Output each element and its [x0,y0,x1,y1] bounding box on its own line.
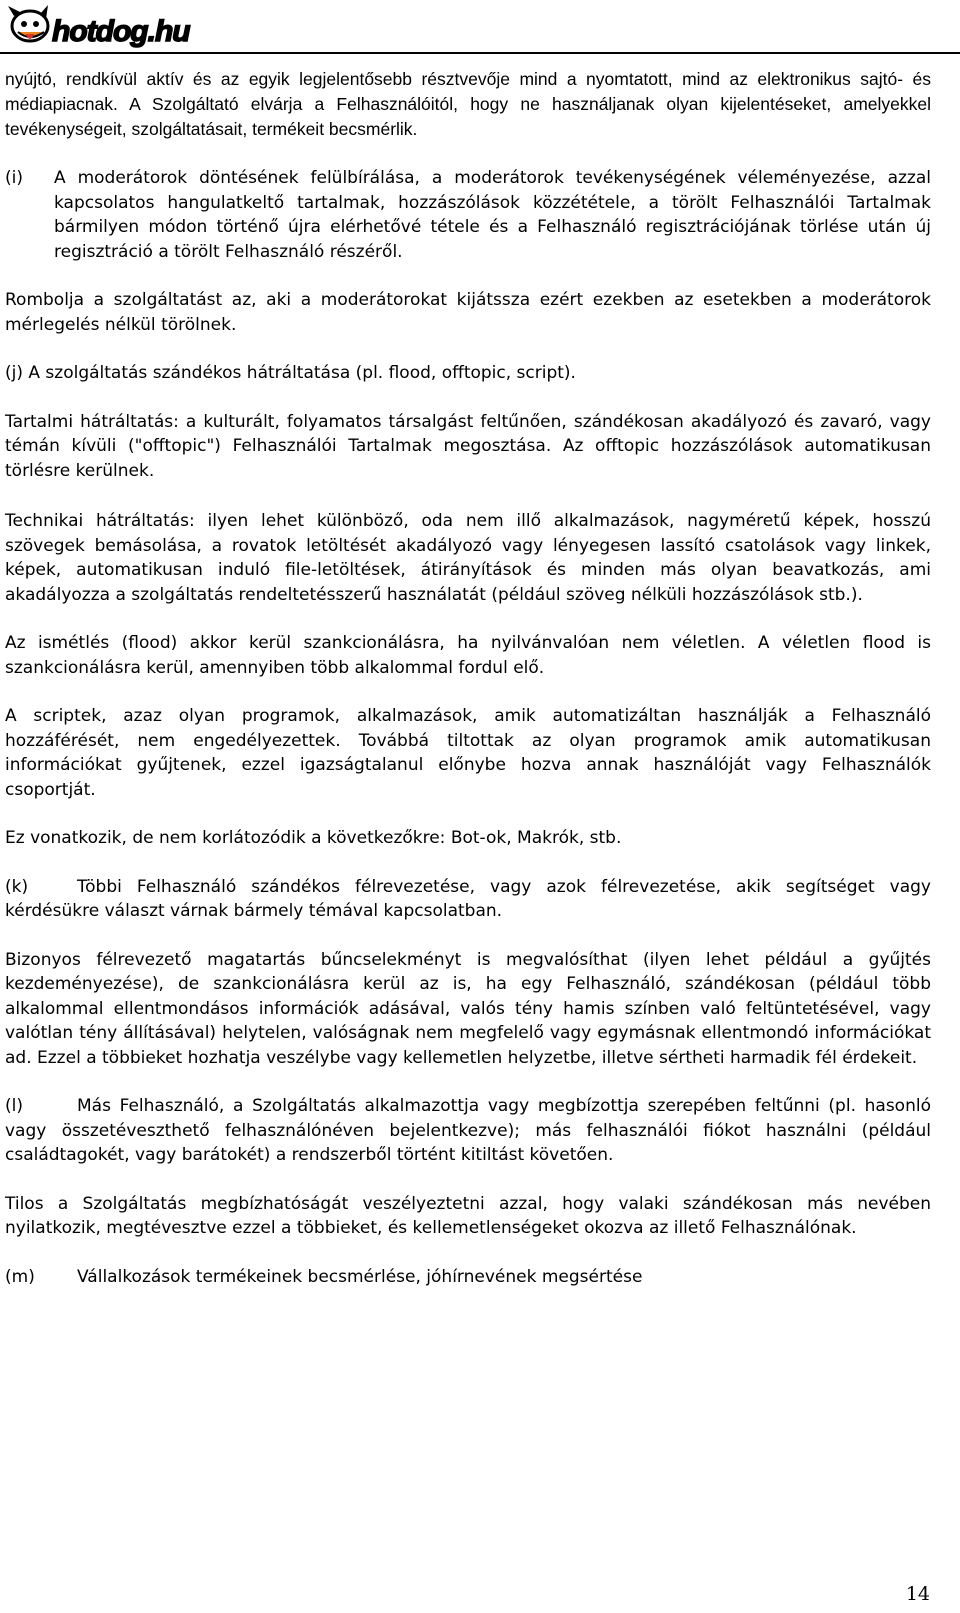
item-marker-m: (m) [5,1266,35,1287]
paragraph-bizonyos: Bizonyos félrevezető magatartás bűncselekményt is megvalósíthat (ilyen lehet például a gyűjtés kezdeményezése), de szankcionálásra kerül az is, ha egy Felhasználó, szándékosan (például több alkalommal ellentmondásos információk adásával, valós tény hamis színben való feltüntetésével, vagy valótlan tény állításával) helytelen, valóságnak nem megfelelő vagy egymásnak ellentmondó információkat ad. Ezzel a többieket hozhatja veszélybe vagy kellemetlen helyzetbe, illetve sértheti harmadik fél érdekeit. [5,949,931,1068]
list-item-i [5,166,931,264]
item-text-l: Más Felhasználó, a Szolgáltatás alkalmazottja vagy megbízottja szerepében feltűnni (pl. hasonló vagy összetéveszthető felhasználónéven bejelentkezve); más felhasználói fiókot használni (például családtagokét, vagy barátokét) a rendszerből történt kitiltást követően. [5,1096,931,1165]
page-number: 14 [905,1583,930,1605]
paragraph-intro: nyújtó, rendkívül aktív és az egyik legjelentősebb résztvevője mind a nyomtatott, mind az elektronikus sajtó- és médiapiacnak. A Szolgáltató elvárja a Felhasználóitól, hogy ne használjanak olyan kijelentéseket, amelyekkel tevékenységeit, szolgáltatásait, termékeit becsmérlik. [5,69,931,139]
paragraph-m [5,1265,931,1290]
paragraph-rombolja: Rombolja a szolgáltatást az, aki a moderátorokat kijátssza ezért ezekben az esetekben a moderátorok mérlegelés nélkül törölnek. [5,290,931,335]
paragraph-tartalmi: Tartalmi hátráltatás: a kulturált, folyamatos társalgást feltűnően, szándékosan akadályozó és zavaró, vagy témán kívüli ("offtopic") Felhasználói Tartalmak megosztása. Az offtopic hozzászólások automatikusan törlésre kerülnek. [5,411,931,481]
item-marker-i: (i) [5,168,23,188]
item-text-i: A moderátorok döntésének felülbírálása, a moderátorok tevékenységének véleményezése, azzal kapcsolatos hangulatkeltő tartalmak, hozzászólások közzététele, a törölt Felhasználói Tartalmak bármilyen módon történő újra elérhetővé tétele és a Felhasználó regisztrációjának törlése után új regisztráció a törölt Felhasználó részéről. [54,168,931,262]
paragraph-tilos: Tilos a Szolgáltatás megbízhatóságát veszélyeztetni azzal, hogy valaki szándékosan más nevében nyilatkozik, megtévesztve ezzel a többieket, és kellemetlenségeket okozva az illető Felhasználónak. [5,1193,931,1238]
item-marker-k: (k) [5,876,29,897]
paragraph-l [5,1094,931,1168]
svg-text:hotdog.hu: hotdog.hu [52,15,190,48]
item-text-m: Vállalkozások termékeinek becsmérlése, jóhírnevének megsértése [77,1266,643,1287]
paragraph-k [5,875,931,924]
paragraph-scriptek: A scriptek, azaz olyan programok, alkalmazások, amik automatizáltan használják a Felhasználó hozzáférését, nem engedélyezettek. Továbbá tiltottak az olyan programok amik automatikusan információkat gyűjtenek, ezzel igazságtalanul előnybe hozva annak használóját vagy Felhasználók csoportját. [5,706,931,800]
paragraph-technikai: Technikai hátráltatás: ilyen lehet különböző, oda nem illő alkalmazások, nagyméretű képek, hosszú szövegek bemásolása, a rovatok letöltését akadályozó vagy lényegesen lassító csatolások vagy linkek, képek, automatikusan induló file-letöltések, átirányítások és minden más olyan beavatkozás, ami akadályozza a szolgáltatás rendeltetésszerű használatát (például szöveg nélküli hozzászólások stb.). [5,511,931,605]
paragraph-vonatkozik: Ez vonatkozik, de nem korlátozódik a következőkre: Bot-ok, Makrók, stb. [5,828,622,848]
item-marker-l: (l) [5,1096,23,1116]
item-text-k: Többi Felhasználó szándékos félrevezetése, vagy azok félrevezetése, akik segítséget vagy kérdésükre választ várnak bármely témával kapcsolatban. [5,876,931,921]
page-header [0,0,960,60]
paragraph-j: (j) A szolgáltatás szándékos hátráltatása (pl. flood, offtopic, script). [5,363,576,383]
header-rule [0,52,960,54]
document-body [5,67,931,1313]
paragraph-flood: Az ismétlés (flood) akkor kerül szankcionálásra, ha nyilvánvalóan nem véletlen. A véletlen flood is szankcionálásra kerül, amennyiben több alkalommal fordul elő. [5,633,931,678]
hotdog-logo [4,4,194,48]
